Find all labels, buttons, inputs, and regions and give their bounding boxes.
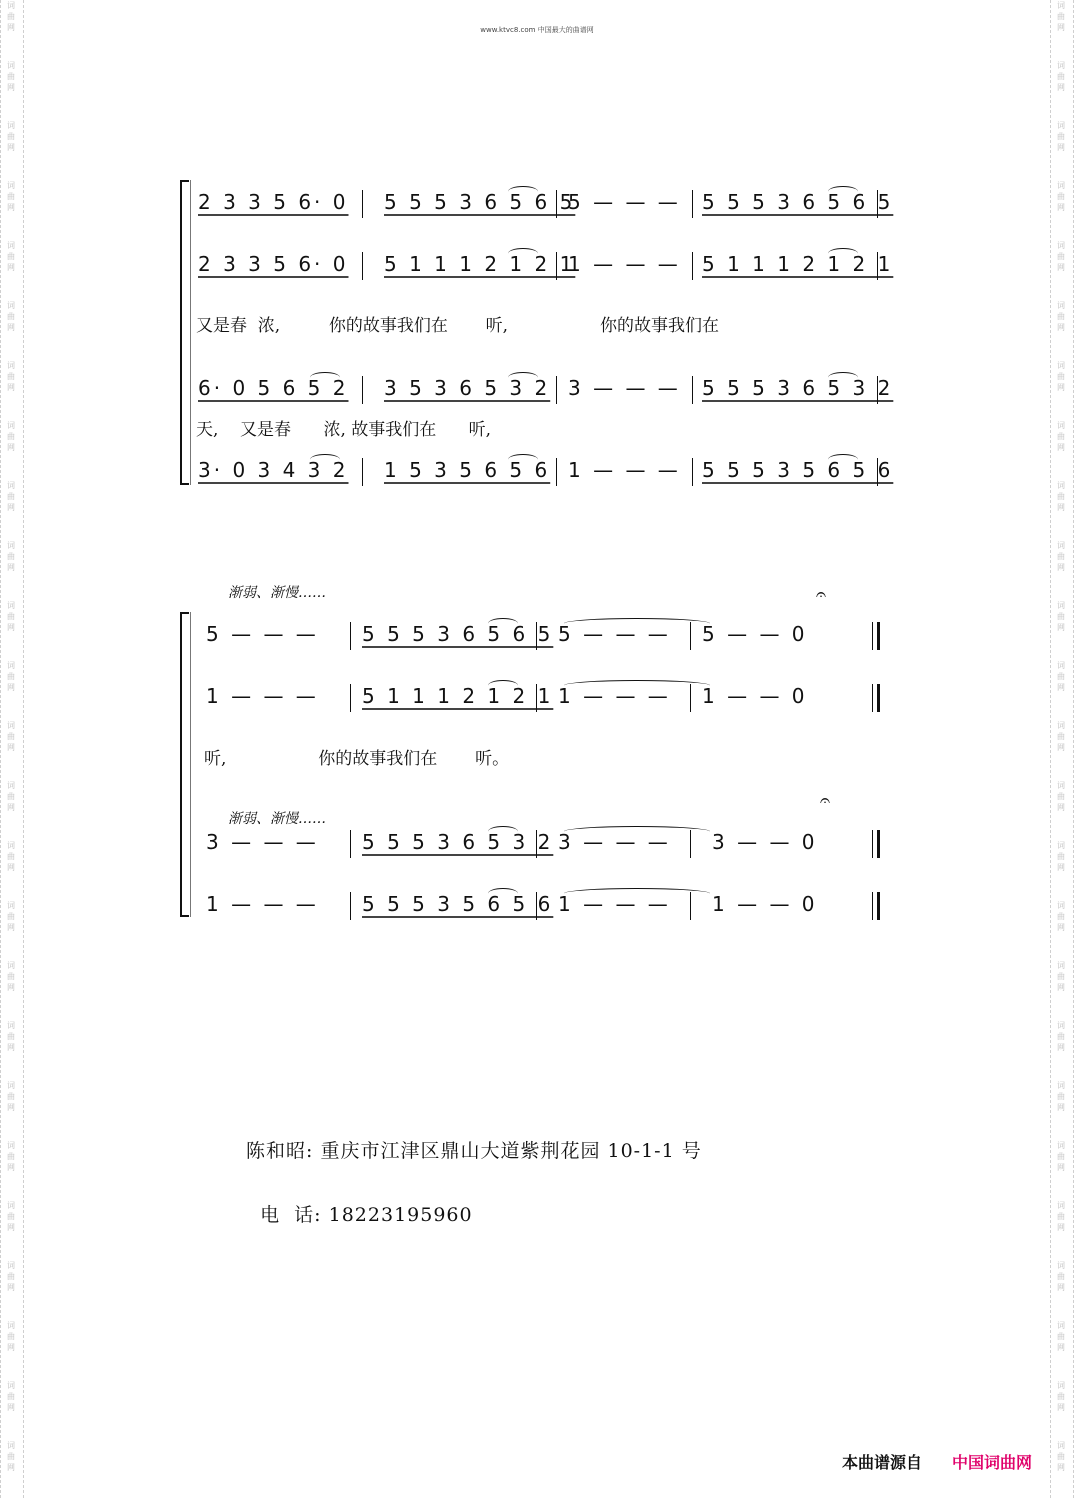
barline [362,190,363,218]
side-watermark-text: 词 曲 网 [7,1321,15,1352]
side-watermark-text: 词 曲 网 [1057,1141,1065,1172]
side-watermark-text: 词 曲 网 [7,1081,15,1112]
tie [828,372,858,383]
measure: 6· 0 5 6 5 2 [198,376,349,400]
side-watermark-text: 词 曲 网 [7,1141,15,1172]
side-watermark-text: 词 曲 网 [7,1,15,32]
measure: 3 — — — [568,376,681,400]
tie [828,248,858,259]
measure: 3 — — — [558,830,671,854]
side-watermark-text: 词 曲 网 [7,481,15,512]
tie [310,454,340,465]
staff-row-2 [180,252,894,284]
barline [692,458,693,486]
measure: 5 5 5 3 6 5 6 5 [384,190,576,214]
barline [877,376,878,404]
system-line [190,612,191,917]
measure: 1 — — — [558,684,671,708]
barline [556,376,557,404]
side-watermark-text: 词 曲 网 [7,841,15,872]
side-watermark-text: 词 曲 网 [7,361,15,392]
side-watermark-text: 词 曲 网 [1057,781,1065,812]
side-watermark-text: 词 曲 网 [1057,721,1065,752]
side-watermark-text: 词 曲 网 [1057,421,1065,452]
barline [556,190,557,218]
side-watermark-text: 词 曲 网 [1057,961,1065,992]
side-watermark-text: 词 曲 网 [1057,1021,1065,1052]
side-watermark-text: 词 曲 网 [7,121,15,152]
expression-mark: 渐弱、渐慢…… [228,585,326,601]
side-watermark-text: 词 曲 网 [7,601,15,632]
side-watermark-text: 词 曲 网 [1057,901,1065,932]
measure: 5 — — — [558,622,671,646]
header-watermark: www.ktvc8.com 中国最大的曲谱网 [480,26,594,34]
source-label: 本曲谱源自 [842,1453,923,1472]
system-bracket [180,612,189,917]
expression-mark: 渐弱、渐慢…… [228,811,326,827]
measure: 5 — — — [568,190,681,214]
side-watermark-text: 词 曲 网 [7,721,15,752]
measure: 1 — — 0 [702,684,808,708]
side-watermark-text: 词 曲 网 [7,241,15,272]
side-watermark-text: 词 曲 网 [7,61,15,92]
measure: 5 — — — [206,622,319,646]
side-watermark-text: 词 曲 网 [1057,601,1065,632]
side-watermark-text: 词 曲 网 [7,421,15,452]
barline [877,252,878,280]
side-watermark-text: 词 曲 网 [7,1261,15,1292]
measure: 1 — — — [206,684,319,708]
measure: 1 — — — [206,892,319,916]
measure: 5 1 1 1 2 1 2 1 [702,252,894,276]
barline [362,252,363,280]
tie [508,454,538,465]
lyric-line: 听, 你的故事我们在 听。 [204,749,510,769]
barline [690,684,691,712]
tie [488,826,518,837]
side-watermark-text: 词 曲 网 [1057,1261,1065,1292]
final-barline [872,622,880,650]
contact-phone [246,1178,473,1227]
side-watermark-text: 词 曲 网 [1057,1,1065,32]
measure: 5 5 5 3 5 6 5 6 [362,892,554,916]
measure: 1 — — — [568,458,681,482]
staff-row-3 [180,830,880,862]
side-watermark-text: 词 曲 网 [1057,481,1065,512]
staff-row-3 [180,376,894,408]
side-watermark-text: 词 曲 网 [1057,1381,1065,1412]
side-watermark-text: 词 曲 网 [1057,661,1065,692]
final-barline [872,830,880,858]
tie [828,186,858,197]
tie [310,372,340,383]
side-watermark-text: 词 曲 网 [7,541,15,572]
measure: 5 1 1 1 2 1 2 1 [384,252,576,276]
fermata-mark: 𝄐 [816,584,827,605]
measure: 3· 0 3 4 3 2 [198,458,349,482]
measure: 1 — — 0 [712,892,818,916]
system-line [190,180,191,485]
tie [488,680,518,691]
measure: 1 — — — [568,252,681,276]
barline [690,892,691,920]
side-watermark-text: 词 曲 网 [1057,1081,1065,1112]
side-watermark-text: 词 曲 网 [1057,121,1065,152]
measure: 3 5 3 6 5 3 2 [384,376,551,400]
left-watermark-strip [0,0,24,1498]
side-watermark-text: 词 曲 网 [1057,61,1065,92]
barline [536,622,537,650]
phone-number: 18223195960 [328,1204,473,1226]
barline [556,458,557,486]
barline [692,376,693,404]
side-watermark-text: 词 曲 网 [1057,181,1065,212]
staff-row-4 [180,458,894,490]
side-watermark-text: 词 曲 网 [1057,841,1065,872]
tie [508,248,538,259]
side-watermark-text: 词 曲 网 [7,781,15,812]
barline [350,684,351,712]
barline [556,252,557,280]
fermata-mark: 𝄐 [820,790,831,811]
measure: 3 — — — [206,830,319,854]
lyric-line: 天, 又是春 浓, 故事我们在 听, [196,420,492,440]
measure: 3 — — 0 [712,830,818,854]
tie [508,186,538,197]
measure: 2 3 3 5 6· 0 [198,190,349,214]
barline [350,622,351,650]
side-watermark-text: 词 曲 网 [1057,361,1065,392]
barline [362,458,363,486]
tie [488,888,518,899]
side-watermark-text: 词 曲 网 [7,1441,15,1472]
staff-row-1 [180,190,894,222]
side-watermark-text: 词 曲 网 [7,1381,15,1412]
staff-row-1 [180,622,880,654]
side-watermark-text: 词 曲 网 [7,961,15,992]
side-watermark-text: 词 曲 网 [1057,1201,1065,1232]
side-watermark-text: 词 曲 网 [7,661,15,692]
barline [690,830,691,858]
barline [536,892,537,920]
tie [828,454,858,465]
staff-row-2 [180,684,880,716]
side-watermark-text: 词 曲 网 [7,1021,15,1052]
side-watermark-text: 词 曲 网 [1057,1441,1065,1472]
side-watermark-text: 词 曲 网 [7,181,15,212]
score-system-1 [180,180,894,485]
final-barline [872,684,880,712]
measure: 5 1 1 1 2 1 2 1 [362,684,554,708]
barline [350,892,351,920]
measure: 5 — — 0 [702,622,808,646]
phone-label: 电 话: [260,1204,329,1226]
side-watermark-text: 词 曲 网 [1057,541,1065,572]
side-watermark-text: 词 曲 网 [7,1201,15,1232]
right-watermark-strip [1050,0,1074,1498]
measure: 5 5 5 3 6 5 6 5 [362,622,554,646]
source-site-name: 中国词曲网 [952,1453,1033,1472]
lyric-line: 又是春 浓, 你的故事我们在 听, 你的故事我们在 [196,316,719,336]
side-watermark-text: 词 曲 网 [1057,301,1065,332]
measure: 5 5 5 3 6 5 6 5 [702,190,894,214]
barline [536,684,537,712]
barline [536,830,537,858]
tie [508,372,538,383]
staff-row-4 [180,892,880,924]
tie [488,618,518,629]
system-bracket [180,180,189,485]
final-barline [872,892,880,920]
barline [690,622,691,650]
barline [692,190,693,218]
side-watermark-text: 词 曲 网 [1057,241,1065,272]
barline [692,252,693,280]
barline [877,458,878,486]
measure: 5 5 5 3 5 6 5 6 [702,458,894,482]
measure: 5 5 5 3 6 5 3 2 [702,376,894,400]
contact-address: 陈和昭: 重庆市江津区鼎山大道紫荆花园 10-1-1 号 [246,1140,702,1162]
barline [362,376,363,404]
barline [350,830,351,858]
side-watermark-text: 词 曲 网 [7,301,15,332]
barline [877,190,878,218]
measure: 5 5 5 3 6 5 3 2 [362,830,554,854]
measure: 1 — — — [558,892,671,916]
side-watermark-text: 词 曲 网 [7,901,15,932]
side-watermark-text: 词 曲 网 [1057,1321,1065,1352]
measure: 2 3 3 5 6· 0 [198,252,349,276]
score-system-2 [180,612,880,917]
measure: 1 5 3 5 6 5 6 [384,458,551,482]
